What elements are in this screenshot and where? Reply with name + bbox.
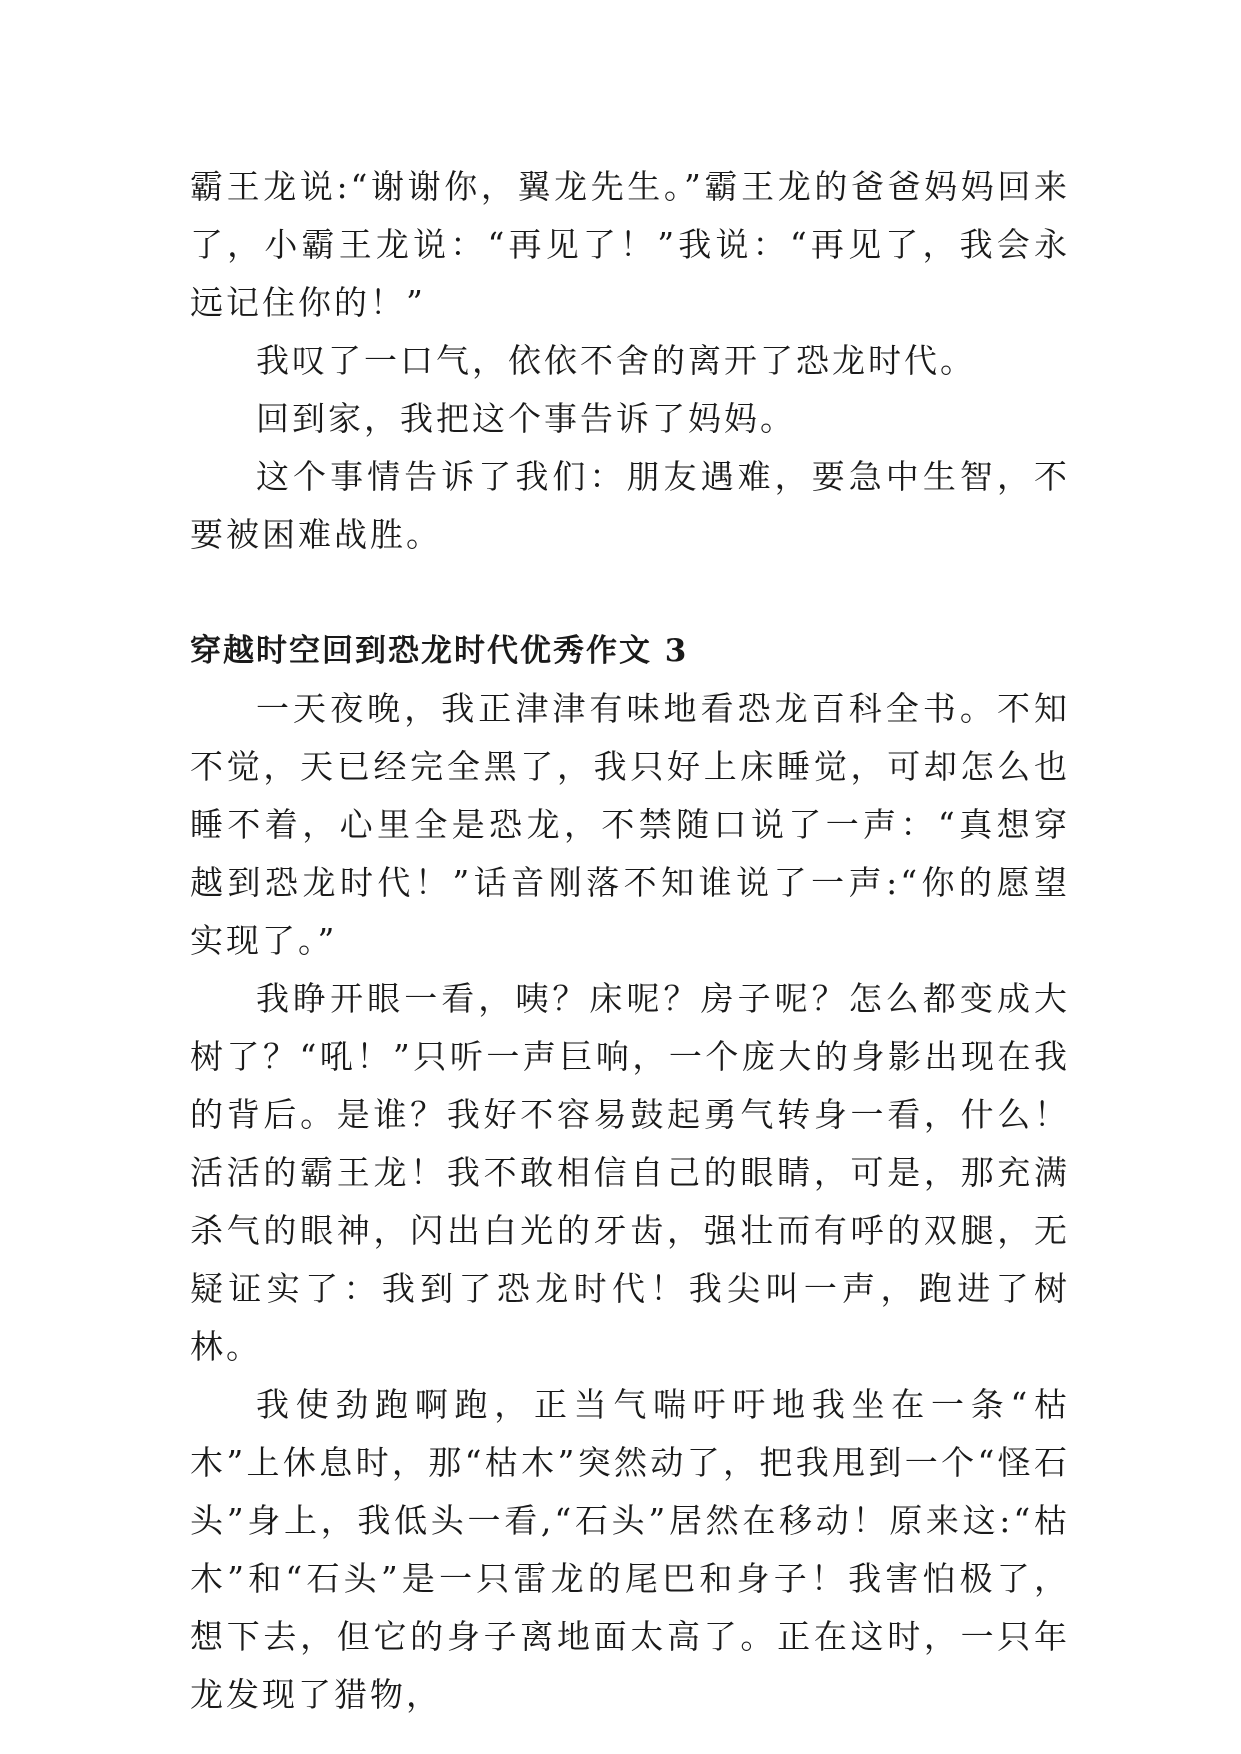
paragraph: 我叹了一口气，依依不舍的离开了恐龙时代。 <box>256 341 976 380</box>
paragraph: 我使劲跑啊跑，正当气喘吁吁地我坐在一条“枯木”上休息时，那“枯木”突然动了，把我甩到一个“怪石头”身上，我低头一看,“石头”居然在移动！原来这:“枯木”和“石头”是一只雷龙的尾巴和身子！我害怕极了，想下去，但它的身子离地面太高了。正在这时，一只年龙发现了猎物， <box>190 1385 1070 1714</box>
paragraph: 这个事情告诉了我们：朋友遇难，要急中生智，不要被困难战胜。 <box>190 457 1070 554</box>
paragraph-continued: 霸王龙说:“谢谢你，翼龙先生。”霸王龙的爸爸妈妈回来了，小霸王龙说：“再见了！”我说：“再见了，我会永远记住你的！” <box>190 167 1070 322</box>
paragraph: 我睁开眼一看，咦？床呢？房子呢？怎么都变成大树了？“吼！”只听一声巨响，一个庞大的身影出现在我的背后。是谁？我好不容易鼓起勇气转身一看，什么！活活的霸王龙！我不敢相信自己的眼睛，可是，那充满杀气的眼神，闪出白光的牙齿，强壮而有呼的双腿，无疑证实了：我到了恐龙时代！我尖叫一声，跑进了树林。 <box>190 979 1070 1366</box>
paragraph: 回到家，我把这个事告诉了妈妈。 <box>256 399 796 438</box>
section-heading: 穿越时空回到恐龙时代优秀作文 3 <box>190 633 689 669</box>
document-body <box>190 158 1070 1724</box>
paragraph: 一天夜晚，我正津津有味地看恐龙百科全书。不知不觉，天已经完全黑了，我只好上床睡觉，可却怎么也睡不着，心里全是恐龙，不禁随口说了一声：“真想穿越到恐龙时代！”话音刚落不知谁说了一声:“你的愿望实现了。” <box>190 689 1070 960</box>
